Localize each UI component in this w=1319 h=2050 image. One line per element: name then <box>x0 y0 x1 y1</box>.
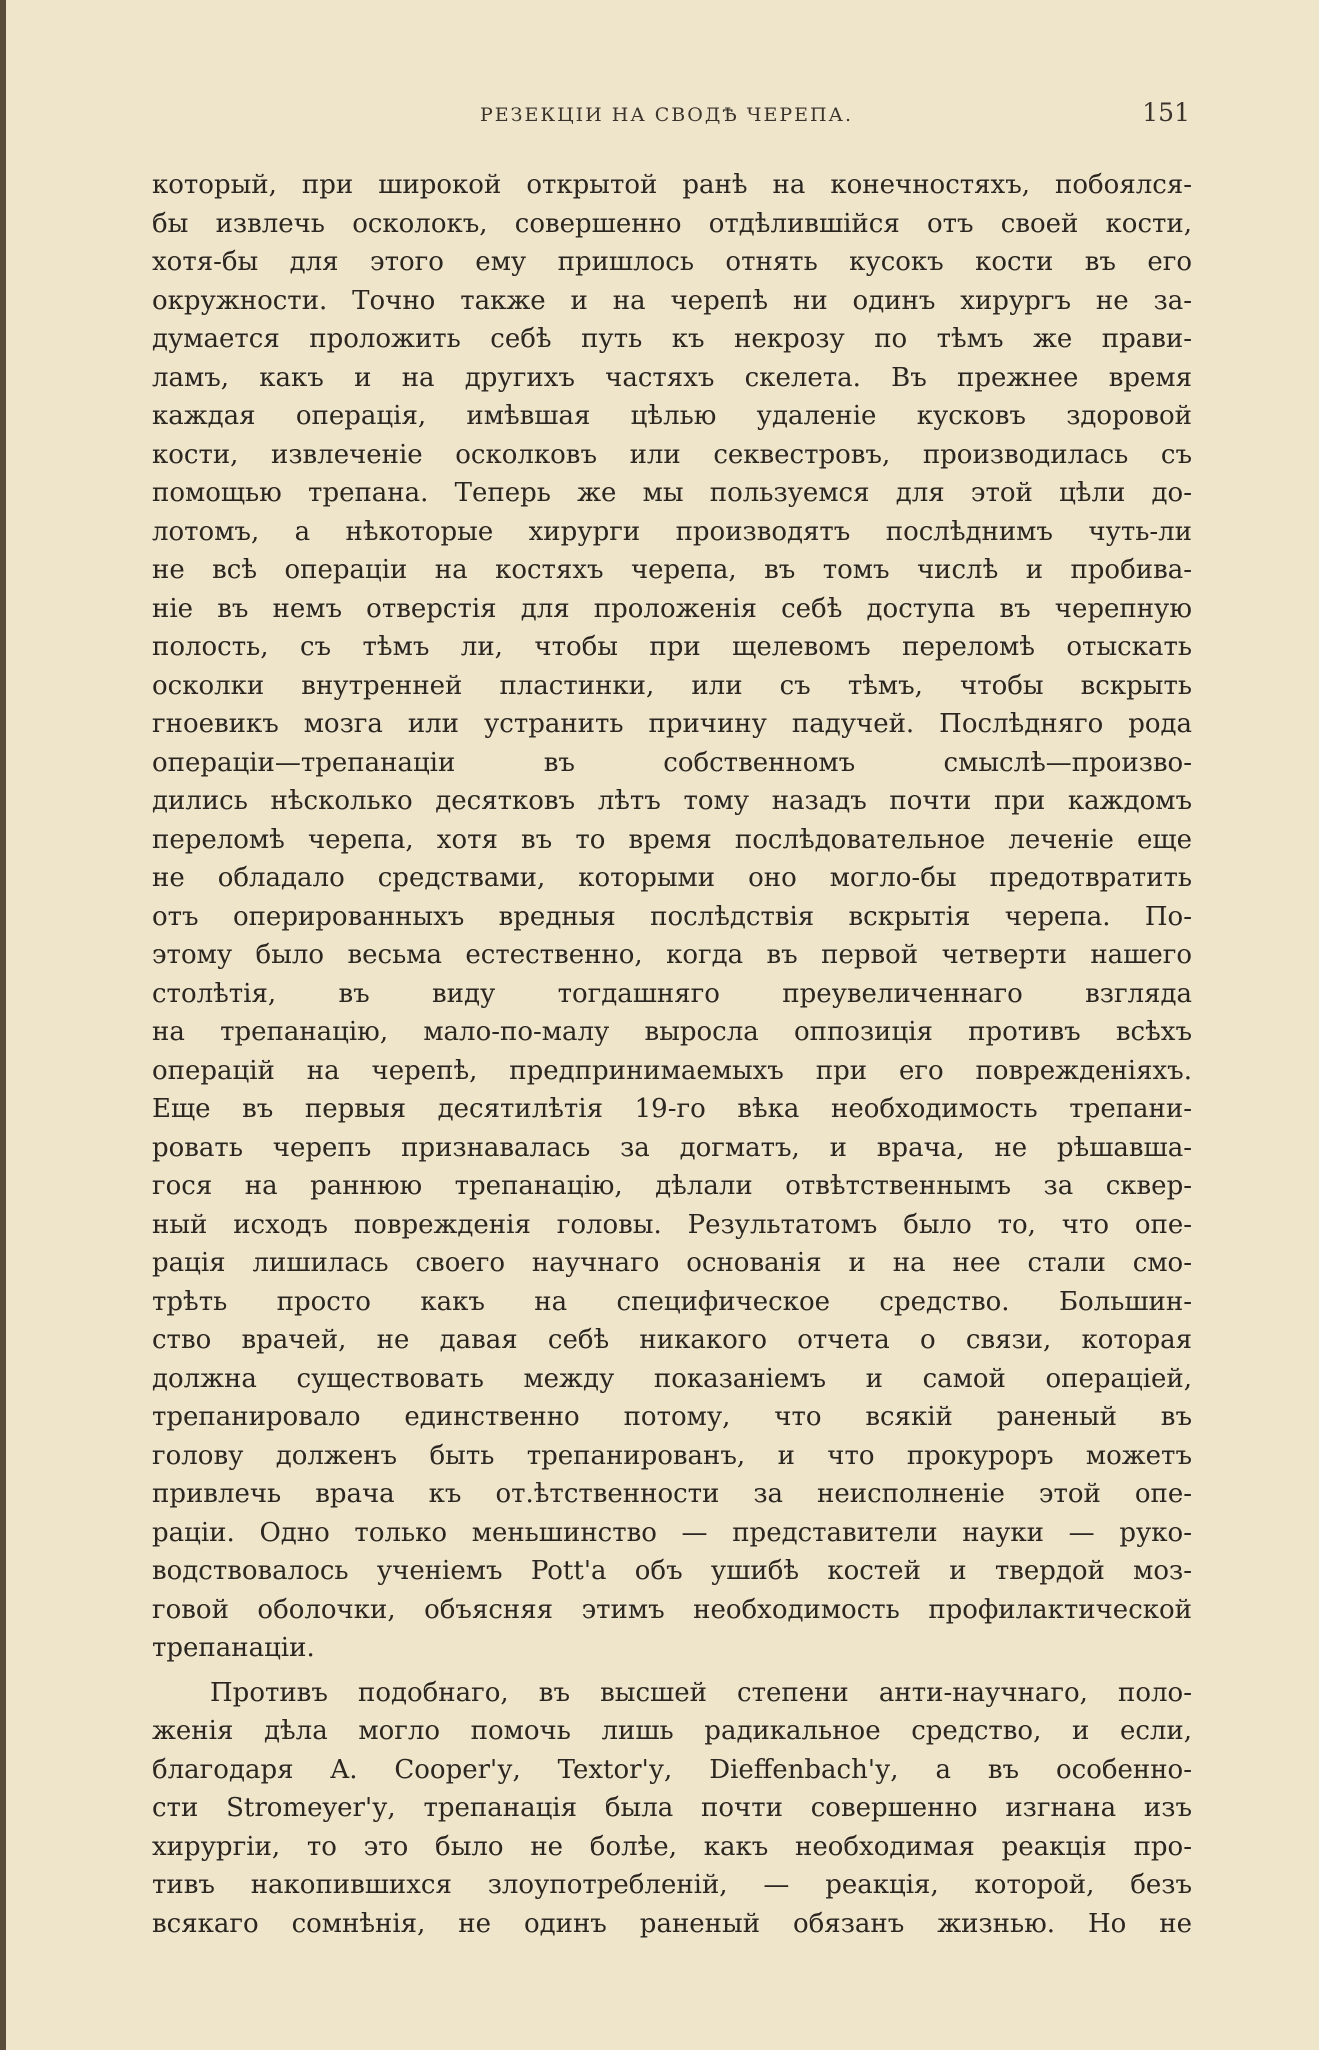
text-line: который, при широкой открытой ранѣ на конечностяхъ, побоялся- <box>152 170 1192 200</box>
text-line: сти Stromeyer'у, трепанація была почти совершенно изгнана изъ <box>152 1793 1192 1823</box>
text-line: окружности. Точно также и на черепѣ ни одинъ хирургъ не за- <box>152 285 1192 316</box>
body-text <box>152 166 1192 1943</box>
text-line: думается проложить себѣ путь къ некрозу по тѣмъ же прави- <box>152 324 1192 354</box>
text-line: привлечь врача къ от.ѣтственности за неисполненіе этой опе- <box>152 1479 1192 1509</box>
text-line: всякаго сомнѣнія, не одинъ раненый обязанъ жизнью. Но не <box>152 1908 1192 1939</box>
text-line: Еще въ первыя десятилѣтія 19-го вѣка необходимость трепани- <box>152 1094 1192 1124</box>
text-line: благодаря A. Cooper'у, Textor'у, Dieffenbach'у, а въ особенно- <box>152 1754 1192 1785</box>
text-line: не обладало средствами, которыми оно могло-бы предотвратить <box>152 863 1192 893</box>
text-line: переломѣ черепа, хотя въ то время послѣдовательное леченіе еще <box>152 824 1192 855</box>
text-line: голову долженъ быть трепанированъ, и что прокуроръ можетъ <box>152 1440 1192 1471</box>
page-number: 151 <box>1142 98 1190 127</box>
page-header <box>170 98 1190 138</box>
text-line: трепанировало единственно потому, что всякій раненый въ <box>152 1402 1192 1432</box>
paragraph-start-line: Противъ подобнаго, въ высшей степени анти-научнаго, поло- <box>210 1677 1192 1708</box>
text-line: раціи. Одно только меньшинство — представители науки — руко- <box>152 1517 1192 1548</box>
text-line: гноевикъ мозга или устранить причину падучей. Послѣдняго рода <box>152 709 1192 739</box>
text-line: трѣть просто какъ на специфическое средство. Большин- <box>152 1286 1192 1317</box>
text-line: ніе въ немъ отверстія для проложенія себѣ доступа въ черепную <box>152 593 1192 624</box>
text-line: лотомъ, а нѣкоторые хирурги производятъ послѣднимъ чуть-ли <box>152 516 1192 547</box>
text-line: гося на раннюю трепанацію, дѣлали отвѣтственнымъ за сквер- <box>152 1171 1192 1201</box>
running-head: РЕЗЕКЦІИ НА СВОДѢ ЧЕРЕПА. <box>480 104 853 126</box>
text-line: ровать черепъ признавалась за догматъ, и врача, не рѣшавша- <box>152 1132 1192 1163</box>
text-line: бы извлечь осколокъ, совершенно отдѣлившійся отъ своей кости, <box>152 208 1192 239</box>
text-line: на трепанацію, мало-по-малу выросла оппозиція противъ всѣхъ <box>152 1017 1192 1047</box>
text-line: операцій на черепѣ, предпринимаемыхъ при его поврежденіяхъ. <box>152 1055 1192 1086</box>
text-line: столѣтія, въ виду тогдашняго преувеличеннаго взгляда <box>152 978 1192 1009</box>
binding-edge <box>0 0 6 2050</box>
text-line: отъ оперированныхъ вредныя послѣдствія вскрытія черепа. По- <box>152 901 1192 932</box>
text-line: полость, съ тѣмъ ли, чтобы при щелевомъ переломѣ отыскать <box>152 632 1192 662</box>
text-line: женія дѣла могло помочь лишь радикальное средство, и если, <box>152 1716 1192 1746</box>
text-line: ламъ, какъ и на другихъ частяхъ скелета. Въ прежнее время <box>152 362 1192 393</box>
text-line: осколки внутренней пластинки, или съ тѣмъ, чтобы вскрыть <box>152 670 1192 701</box>
text-line: хотя-бы для этого ему пришлось отнять кусокъ кости въ его <box>152 247 1192 277</box>
text-line: кости, извлеченіе осколковъ или секвестровъ, производилась съ <box>152 439 1192 470</box>
text-line: каждая операція, имѣвшая цѣлью удаленіе кусковъ здоровой <box>152 401 1192 431</box>
text-line: хирургіи, то это было не болѣе, какъ необходимая реакція про- <box>152 1831 1192 1862</box>
text-line: помощью трепана. Теперь же мы пользуемся для этой цѣли до- <box>152 478 1192 508</box>
text-line: рація лишилась своего научнаго основанія и на нее стали смо- <box>152 1248 1192 1278</box>
text-line: ный исходъ поврежденія головы. Результатомъ было то, что опе- <box>152 1209 1192 1240</box>
text-line: должна существовать между показаніемъ и самой операціей, <box>152 1363 1192 1394</box>
text-line: не всѣ операціи на костяхъ черепа, въ томъ числѣ и пробива- <box>152 555 1192 585</box>
text-line: водствовалось ученіемъ Pott'а объ ушибѣ костей и твердой моз- <box>152 1556 1192 1586</box>
text-line: дились нѣсколько десятковъ лѣтъ тому назадъ почти при каждомъ <box>152 786 1192 816</box>
text-line: ство врачей, не давая себѣ никакого отчета о связи, которая <box>152 1325 1192 1355</box>
text-line: говой оболочки, объясняя этимъ необходимость профилактической <box>152 1594 1192 1625</box>
text-line: тивъ накопившихся злоупотребленій, — реакція, которой, безъ <box>152 1870 1192 1900</box>
text-line: операціи—трепанаціи въ собственномъ смыслѣ—произво- <box>152 747 1192 778</box>
paragraph-end-line: трепанаціи. <box>152 1633 315 1663</box>
text-line: этому было весьма естественно, когда въ первой четверти нашего <box>152 940 1192 970</box>
